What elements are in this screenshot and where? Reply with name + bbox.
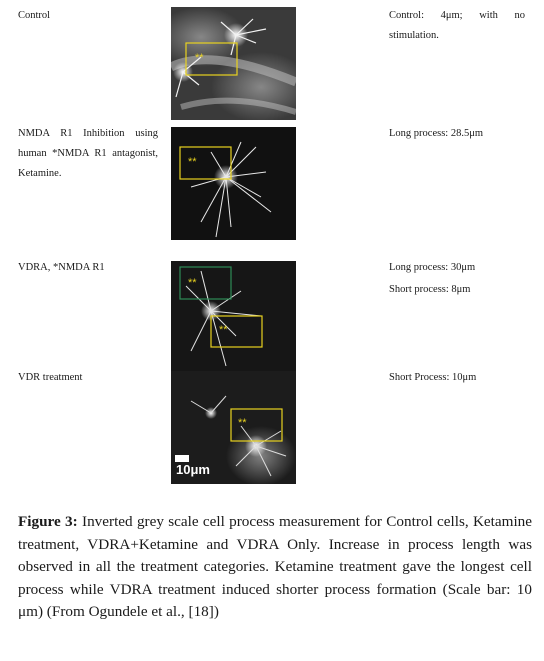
condition-label: Control [18, 10, 51, 21]
micrograph-ketamine-image [171, 127, 296, 240]
micrograph-vdra-nmda [171, 261, 296, 374]
figure-label: Figure 3: [18, 513, 78, 530]
result-block [389, 258, 525, 302]
caption-text: Inverted grey scale cell process measurement for Control cells, Ketamine treatment, VDRA+Ketamine and VDRA Only. Increase in process length was observed in all the treatment categories. Ketamine treatment gave the longest cell process while VDRA treatment induced shorter process formation (Scale bar: 10 μm) (From Ogundele et al., [18]) [18, 513, 532, 620]
result-line: Short Process: 10μm [389, 372, 477, 383]
roi-marker: ** [188, 277, 197, 289]
micrograph-vdra-nmda-image [171, 261, 296, 374]
roi-marker: ** [238, 417, 247, 429]
result-block [389, 6, 525, 48]
roi-marker: ** [188, 156, 197, 168]
result-line: Long process: 28.5μm [389, 128, 483, 139]
result-line: Long process: 30μm [389, 262, 476, 273]
roi-marker: ** [195, 52, 204, 64]
result-block [389, 124, 525, 146]
result-line: Short process: 8μm [389, 284, 471, 295]
figure-caption [18, 511, 532, 624]
scale-bar-label: 10μm [176, 462, 210, 477]
roi-marker: ** [219, 324, 228, 336]
condition-label: NMDA R1 Inhibition using human *NMDA R1 antagonist, Ketamine. [18, 128, 158, 179]
result-block [389, 368, 525, 390]
micrograph-ketamine [171, 127, 296, 240]
micrograph-control [171, 7, 296, 120]
condition-label: VDRA, *NMDA R1 [18, 262, 105, 273]
micrograph-control-image [171, 7, 296, 120]
scale-bar [175, 455, 189, 462]
result-line: Control: 4μm; with no stimulation. [389, 10, 525, 41]
condition-label: VDR treatment [18, 372, 83, 383]
